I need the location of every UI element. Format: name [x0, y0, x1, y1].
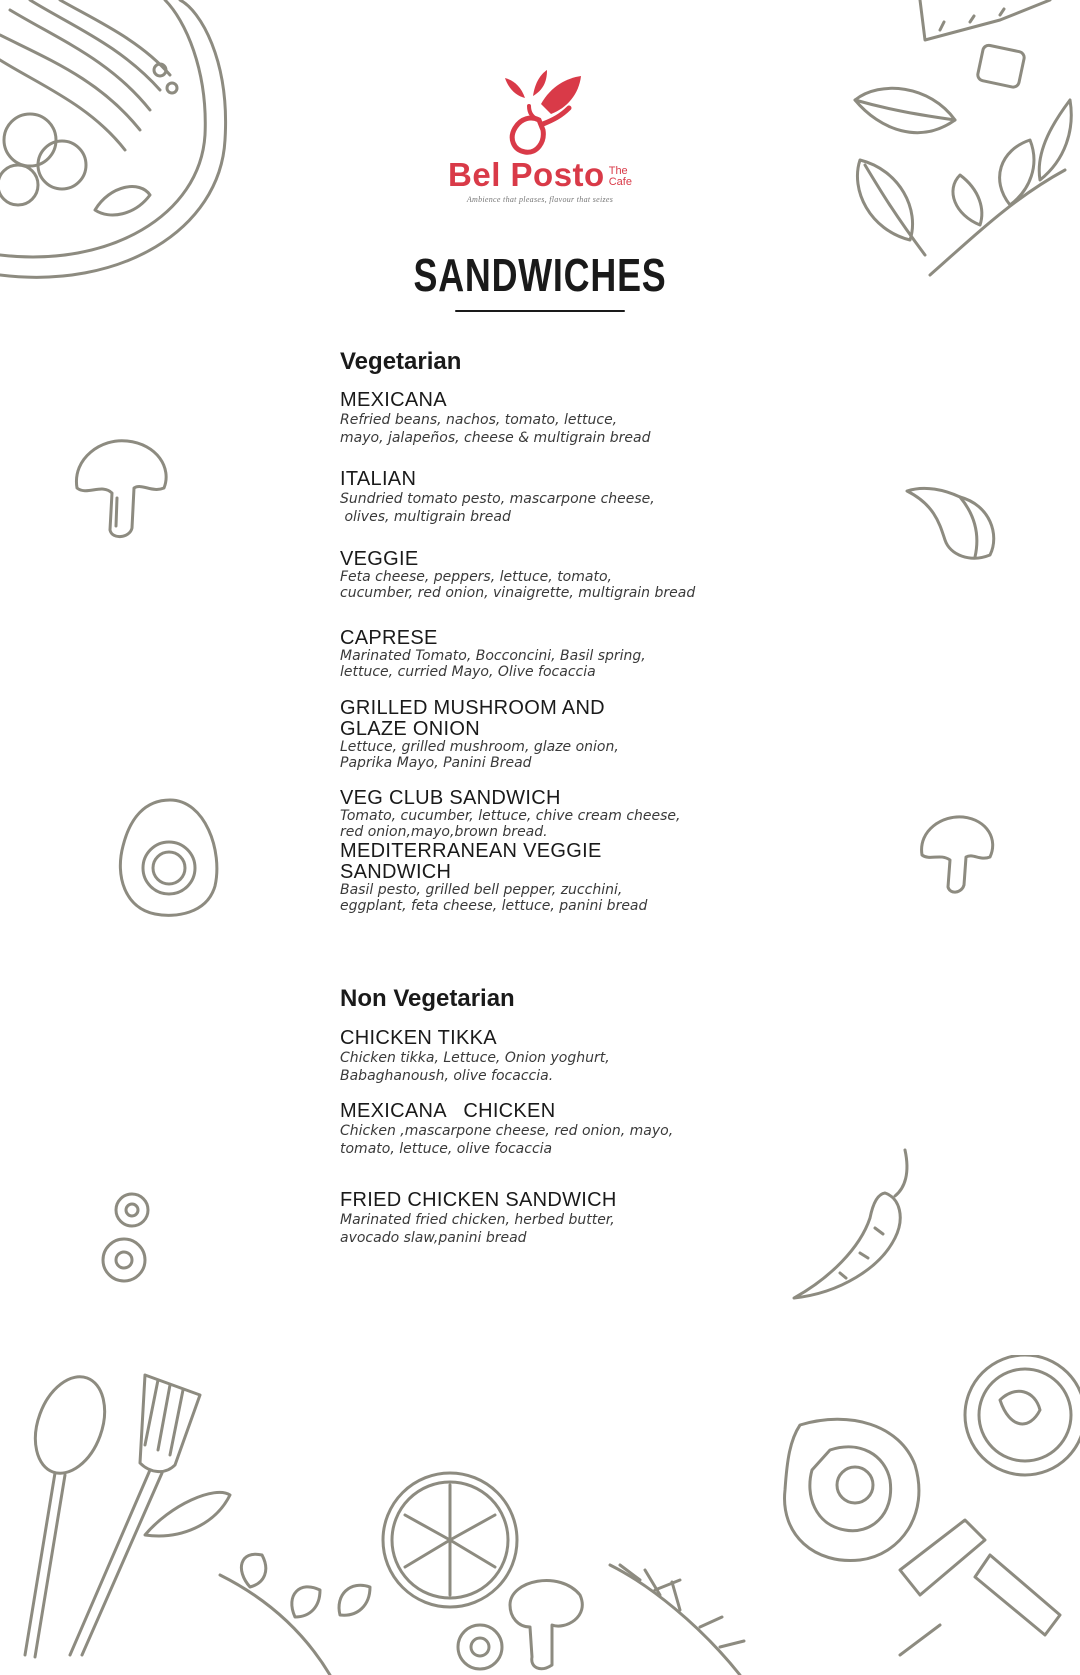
spoon-sprout-icon	[495, 68, 585, 156]
menu-item	[340, 469, 760, 526]
garlic-illustration	[905, 485, 1005, 565]
item-name: ITALIAN	[340, 468, 417, 490]
menu-item	[340, 788, 760, 840]
item-name: VEGGIE	[340, 548, 419, 570]
utensils-vegetables-illustration	[0, 1355, 1080, 1675]
menu-item	[340, 1190, 760, 1247]
menu-item	[340, 1101, 760, 1158]
page-title: SANDWICHES	[413, 249, 667, 301]
item-name: FRIED CHICKEN SANDWICH	[340, 1189, 617, 1211]
item-name: VEG CLUB SANDWICH	[340, 787, 561, 809]
brand-tagline: Ambience that pleases, flavour that seizes	[466, 195, 614, 204]
item-name: GRILLED MUSHROOM AND GLAZE ONION	[340, 697, 605, 740]
item-name: MEDITERRANEAN VEGGIE SANDWICH	[340, 840, 602, 883]
item-description: Chicken tikka, Lettuce, Onion yoghurt, Babaghanoush, olive focaccia.	[340, 1050, 610, 1084]
chili-pepper-illustration	[790, 1148, 915, 1303]
item-name: CHICKEN TIKKA	[340, 1027, 497, 1049]
menu-item	[340, 628, 760, 680]
item-description: Tomato, cucumber, lettuce, chive cream cheese, red onion,mayo,brown bread.	[340, 808, 681, 840]
brand-name: Bel Posto	[448, 156, 605, 193]
item-description: Basil pesto, grilled bell pepper, zucchini, eggplant, feta cheese, lettuce, panini bread	[340, 882, 648, 914]
menu-item	[340, 390, 760, 447]
item-description: Refried beans, nachos, tomato, lettuce, mayo, jalapeños, cheese & multigrain bread	[340, 412, 651, 446]
menu-item	[340, 1028, 760, 1085]
item-description: Marinated fried chicken, herbed butter, avocado slaw,panini bread	[340, 1212, 615, 1246]
mushroom-illustration	[72, 438, 172, 543]
item-description: Marinated Tomato, Bocconcini, Basil spring, lettuce, curried Mayo, Olive focaccia	[340, 648, 646, 680]
item-name: CAPRESE	[340, 627, 438, 649]
item-description: Sundried tomato pesto, mascarpone cheese, olives, multigrain bread	[340, 491, 655, 525]
mushroom-illustration	[918, 815, 998, 895]
item-description: Feta cheese, peppers, lettuce, tomato, cucumber, red onion, vinaigrette, multigrain bread	[340, 569, 696, 601]
item-name: MEXICANA	[340, 389, 447, 411]
item-description: Lettuce, grilled mushroom, glaze onion, Paprika Mayo, Panini Bread	[340, 739, 619, 771]
section-heading-vegetarian: Vegetarian	[340, 348, 462, 375]
item-description: Chicken ,mascarpone cheese, red onion, mayo, tomato, lettuce, olive focaccia	[340, 1123, 674, 1157]
brand-suffix-the: The	[608, 164, 628, 177]
brand-suffix	[609, 166, 632, 191]
brand-suffix-cafe: Cafe	[608, 176, 632, 189]
boiled-egg-illustration	[115, 796, 225, 921]
section-heading-non-vegetarian: Non Vegetarian	[340, 985, 515, 1012]
cafe-logo	[0, 68, 1080, 204]
title-underline	[455, 310, 625, 312]
menu-item	[340, 841, 760, 914]
peppercorns-illustration	[100, 1188, 160, 1288]
menu-item	[340, 698, 760, 771]
menu-item	[340, 549, 760, 601]
item-name: MEXICANA CHICKEN	[340, 1100, 556, 1122]
